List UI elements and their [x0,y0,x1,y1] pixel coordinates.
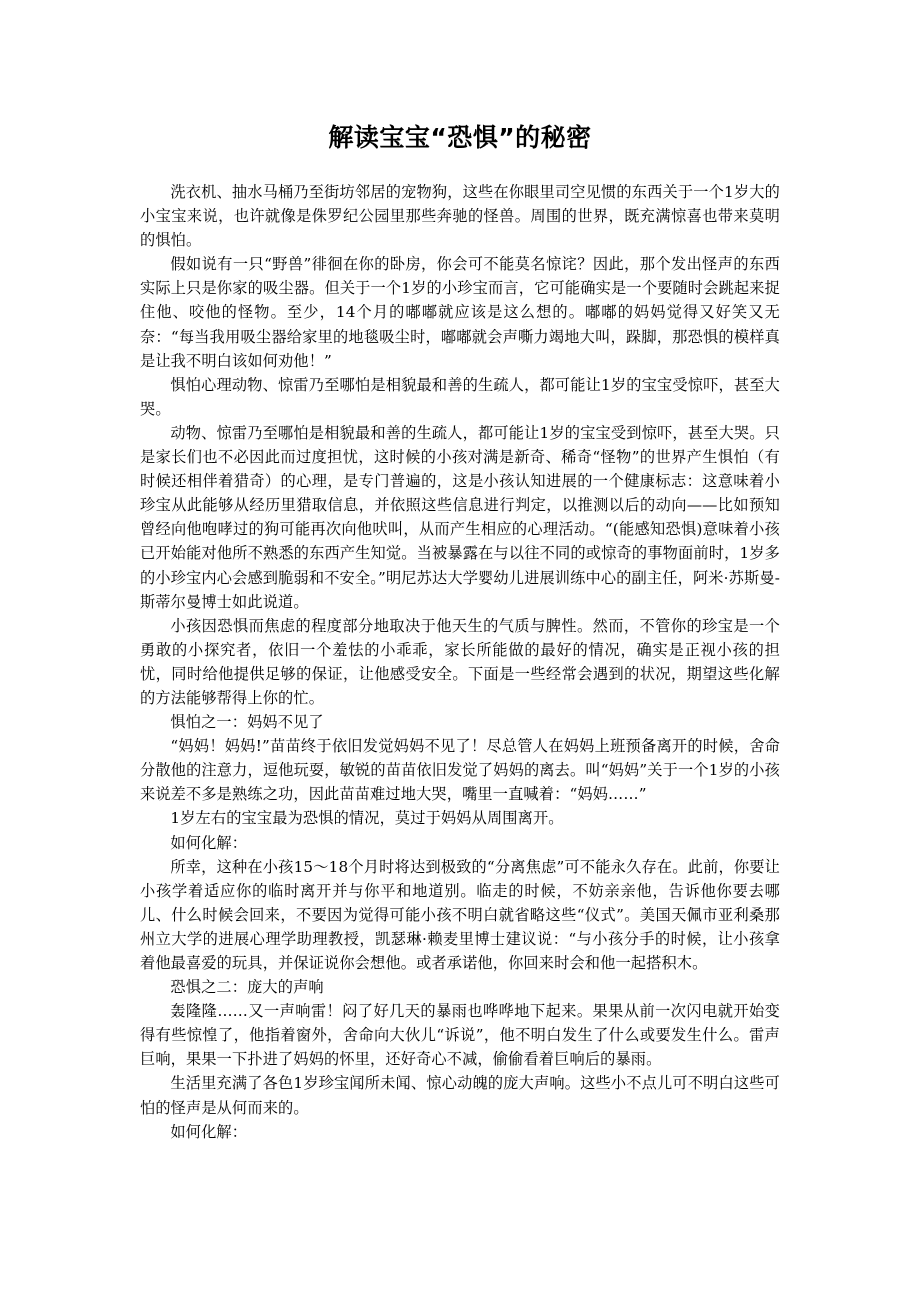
subheading: 如何化解： [170,1122,248,1141]
paragraph: 假如说有一只“野兽”徘徊在你的卧房，你会可不能莫名惊诧？因此，那个发出怪声的东西实际上只是你家的吸尘器。但关于一个1岁的小珍宝而言，它可能确实是一个要随时会跳起来捉住他、咬他的怪物。至少，14个月的嘟嘟就应该是这么想的。嘟嘟的妈妈觉得又好笑又无奈：“每当我用吸尘器给家里的地毯吸尘时，嘟嘟就会声嘶力竭地大叫，跺脚，那恐惧的模样真是让我不明白该如何劝他！” [140,255,780,370]
section-heading: 惧怕之一：妈妈不见了 [170,713,324,732]
paragraph: 生活里充满了各色1岁珍宝闻所未闻、惊心动魄的庞大声响。这些小不点儿可不明白这些可怕的怪声是从何而来的。 [140,1074,780,1117]
paragraph: 洗衣机、抽水马桶乃至街坊邻居的宠物狗，这些在你眼里司空见惯的东西关于一个1岁大的小宝宝来说，也许就像是侏罗纪公园里那些奔驰的怪兽。周围的世界，既充满惊喜也带来莫明的惧怕。 [140,183,780,250]
subheading: 如何化解： [170,833,248,852]
paragraph: 轰隆隆……又一声响雷！闷了好几天的暴雨也哗哗地下起来。果果从前一次闪电就开始变得有些惊惶了，他指着窗外，舍命向大伙儿“诉说”，他不明白发生了什么或要发生什么。雷声巨响，果果一下扑进了妈妈的怀里，还好奇心不减，偷偷看着巨响后的暴雨。 [140,1002,780,1069]
paragraph: 所幸，这种在小孩15～18个月时将达到极致的“分离焦虑”可不能永久存在。此前，你要让小孩学着适应你的临时离开并与你平和地道别。临走的时候，不妨亲亲他，告诉他你要去哪儿、什么时候会回来，不要因为觉得可能小孩不明白就省略这些“仪式”。美国天佩市亚利桑那州立大学的进展心理学助理教授，凯瑟琳·赖麦里博士建议说：“与小孩分手的时候，让小孩拿着他最喜爱的玩具，并保证说你会想他。或者承诺他，你回来时会和他一起搭积木。 [140,857,780,972]
paragraph: 1岁左右的宝宝最为恐惧的情况，莫过于妈妈从周围离开。 [170,809,564,828]
document-body [140,180,780,1144]
paragraph: 动物、惊雷乃至哪怕是相貌最和善的生疏人，都可能让1岁的宝宝受到惊吓，甚至大哭。只是家长们也不必因此而过度担忧，这时候的小孩对满是新奇、稀奇“怪物”的世界产生惧怕（有时候还相伴着猎奇）的心理，是专门普遍的，这是小孩认知进展的一个健康标志：这意味着小珍宝从此能够从经历里猎取信息，并依照这些信息进行判定，以推测以后的动向——比如预知曾经向他咆哮过的狗可能再次向他吠叫，从而产生相应的心理活动。“(能感知恐惧)意味着小孩已开始能对他所不熟悉的东西产生知觉。当被暴露在与以往不同的或惊奇的事物面前时，1岁多的小珍宝内心会感到脆弱和不安全。”明尼苏达大学婴幼儿进展训练中心的副主任，阿米·苏斯曼-斯蒂尔曼博士如此说道。 [140,423,780,611]
paragraph: 惧怕心理动物、惊雷乃至哪怕是相貌最和善的生疏人，都可能让1岁的宝宝受惊吓，甚至大哭。 [140,375,780,418]
paragraph: “妈妈！妈妈!”苗苗终于依旧发觉妈妈不见了！尽总管人在妈妈上班预备离开的时候，舍命分散他的注意力，逗他玩耍，敏锐的苗苗依旧发觉了妈妈的离去。叫“妈妈”关于一个1岁的小孩来说差不多是熟练之功，因此苗苗难过地大哭，嘴里一直喊着：“妈妈……” [140,737,780,804]
paragraph: 小孩因恐惧而焦虑的程度部分地取决于他天生的气质与脾性。然而，不管你的珍宝是一个勇敢的小探究者，依旧一个羞怯的小乖乖，家长所能做的最好的情况，确实是正视小孩的担忧，同时给他提供足够的保证，让他感受安全。下面是一些经常会遇到的状况，期望这些化解的方法能够帮得上你的忙。 [140,616,780,707]
section-heading: 恐惧之二：庞大的声响 [170,978,324,997]
document-title: 解读宝宝“恐惧”的秘密 [328,123,592,152]
document-page [140,112,780,1144]
